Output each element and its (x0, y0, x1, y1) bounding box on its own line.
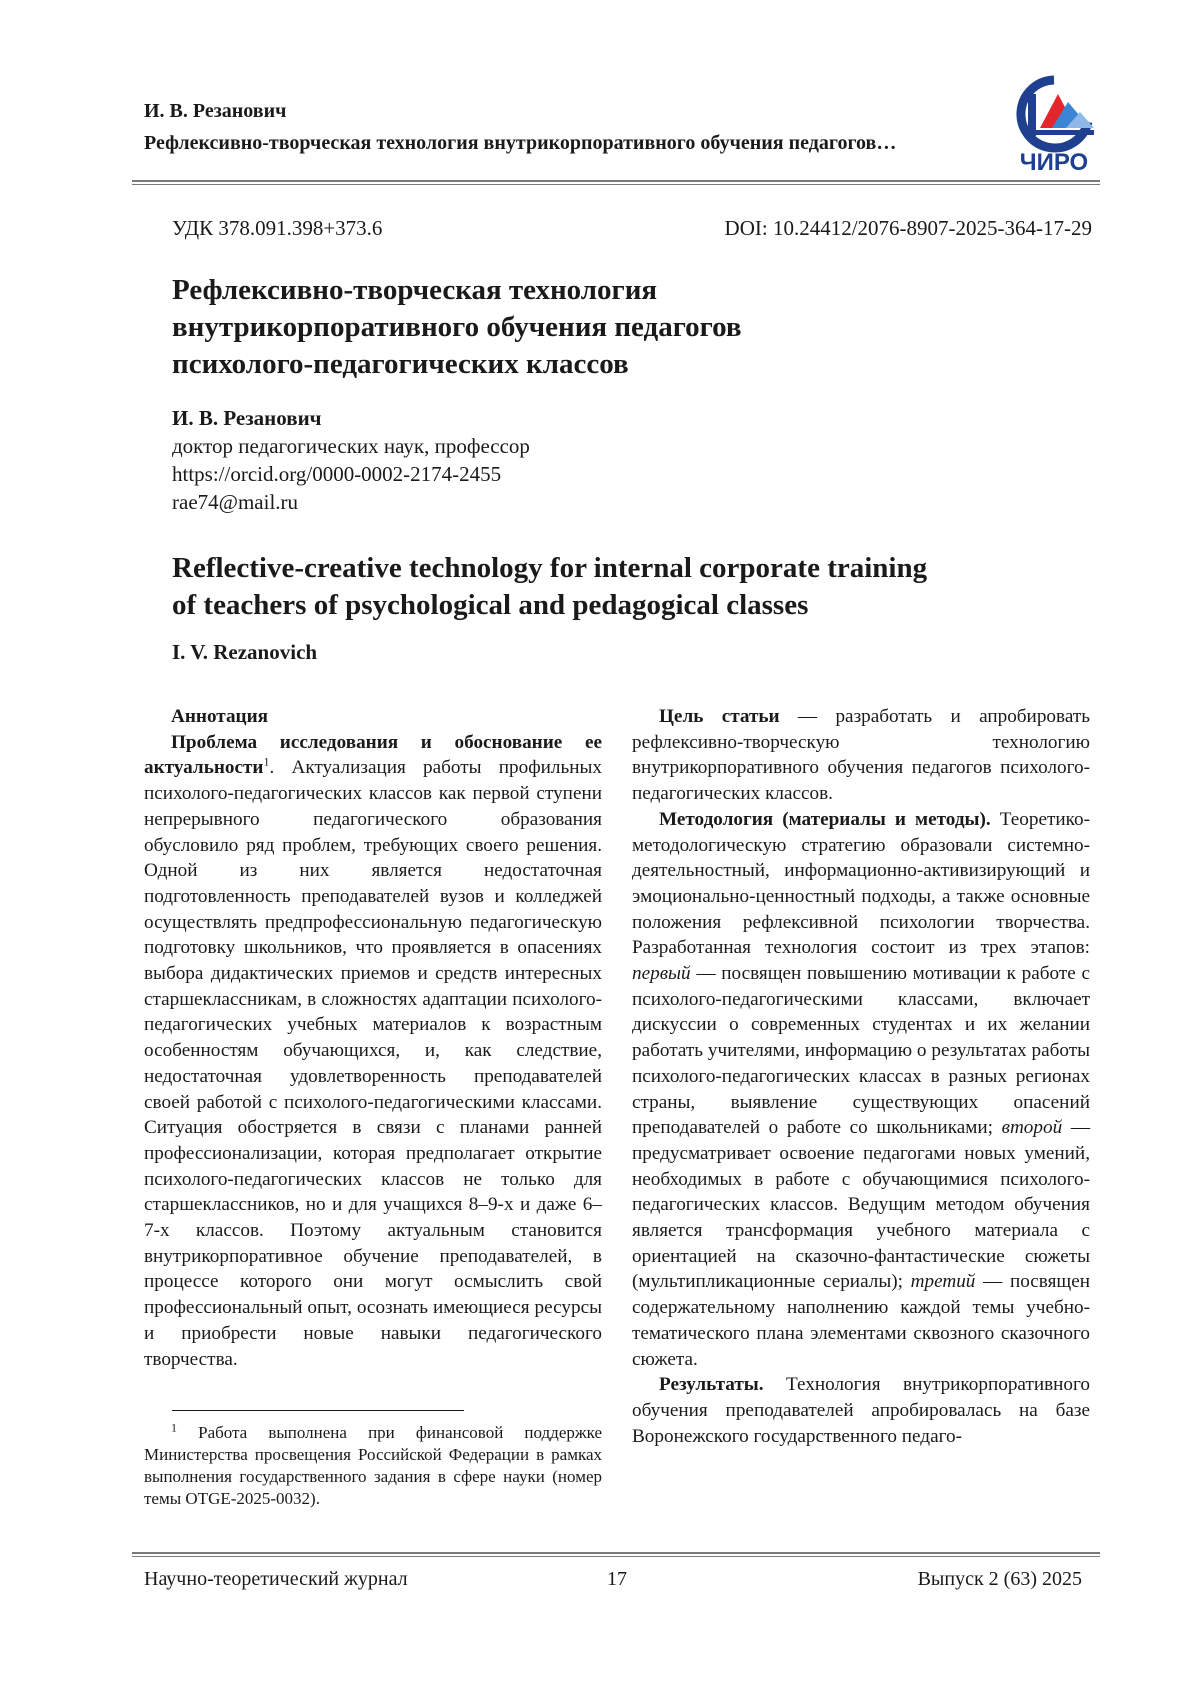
goal-text: — разработать и апробировать рефлексивно-творческую технологию внутрикорпоративного обучения педагогов психолого-педагогических классов. (632, 706, 1090, 804)
running-header-title: Рефлексивно-творческая технология внутрикорпоративного обучения педагогов… (144, 132, 896, 155)
stage-first: первый (632, 963, 691, 984)
footnote (144, 1422, 602, 1510)
title-ru-line: психолого-педагогических классов (172, 346, 742, 383)
method-text: — посвящен содержательному наполнению каждой темы учебно-тематического плана элементами сквозного сказочного сюжета. (632, 1271, 1090, 1369)
udk-code: УДК 378.091.398+373.6 (172, 216, 382, 241)
goal-label: Цель статьи (659, 706, 780, 727)
stage-third: третий (911, 1271, 976, 1292)
author-orcid[interactable]: https://orcid.org/0000-0002-2174-2455 (172, 460, 530, 488)
title-en-line: Reflective-creative technology for internal corporate training (172, 550, 927, 587)
footnote-ref[interactable]: 1 (263, 755, 269, 769)
footer-issue: Выпуск 2 (63) 2025 (918, 1568, 1082, 1591)
method-text: — посвящен повышению мотивации к работе с психолого-педагогическими классами, включает дискуссии о современных студентах и их желании работать учителями, информацию о результатах работы психолого-педагогических классах в разных регионах страны, выявление существующих опасений преподавателей о работе со школьниками; (632, 963, 1090, 1138)
header-rule (132, 180, 1100, 185)
footnote-mark: 1 (171, 1420, 177, 1434)
logo-text: ЧИРО (1020, 149, 1088, 176)
logo-bar-icon (1028, 94, 1036, 136)
method-paragraph (632, 807, 1090, 1372)
author-block (172, 404, 530, 516)
results-label: Результаты. (659, 1374, 764, 1395)
stage-second: второй (1002, 1117, 1063, 1138)
footer-rule (132, 1552, 1100, 1557)
problem-text: . Актуализация работы профильных психолого-педагогических классов как первой ступени непрерывного педагогического образования обусловило ряд проблем, требующих своего решения. Одной из них является недостаточная подготовленность преподавателей вузов и колледжей осуществлять предпрофессиональную педагогическую подготовку школьников, что проявляется в опасениях выбора дидактических приемов и средств интересных старшеклассникам, в сложностях адаптации психолого-педагогических учебных материалов к возрастным особенностям обучающихся, и, как следствие, недостаточная удовлетворенность преподавателей своей работой с психолого-педагогическими классами. Ситуация обостряется в связи с планами ранней профессионализации, которая предполагает открытие психолого-педагогических классов не только для старшеклассников, но и для учащихся 8–9-х и даже 6–7-х классов. Поэтому актуальным становится внутрикорпоративное обучение преподавателей, в процессе которого они могут осмыслить свой профессиональный опыт, осознать имеющиеся ресурсы и приобрести новые навыки педагогического творчества. (144, 757, 602, 1369)
abstract-left-column (144, 704, 602, 1372)
footer-journal: Научно-теоретический журнал (144, 1568, 408, 1591)
abstract-right-column (632, 704, 1090, 1449)
footnote-text: Работа выполнена при финансовой поддержке Министерства просвещения Российской Федерации в рамках выполнения государственного задания в сфере науки (номер темы OTGE-2025-0032). (144, 1423, 602, 1508)
method-label: Методология (материалы и методы). (659, 809, 991, 830)
problem-label: Проблема исследования и обоснование ее актуальности (144, 732, 602, 779)
page-number: 17 (607, 1568, 627, 1591)
article-title-en (172, 550, 927, 624)
author-degree: доктор педагогических наук, профессор (172, 432, 530, 460)
results-text: Технология внутрикорпоративного обучения преподавателей апробировалась на базе Воронежского государственного педаго- (632, 1374, 1090, 1446)
doi: DOI: 10.24412/2076-8907-2025-364-17-29 (725, 216, 1092, 241)
author-name-en: I. V. Rezanovich (172, 640, 317, 665)
method-text: Теоретико-методологическую стратегию образовали системно-деятельностный, информационно-активизирующий и эмоционально-ценностный подходы, а также основные положения рефлексивной психологии творчества. Разработанная технология состоит из трех этапов: (632, 809, 1090, 959)
title-en-line: of teachers of psychological and pedagogical classes (172, 587, 927, 624)
author-name: И. В. Резанович (172, 404, 530, 432)
goal-paragraph (632, 704, 1090, 807)
method-text: — предусматривает освоение педагогами новых умений, необходимых в работе с обучающимися психолого-педагогических классов. Ведущим методом обучения является трансформация учебного материала с ориентацией на сказочно-фантастические сюжеты (мультипликационные сериалы); (632, 1117, 1090, 1292)
footnote-divider (172, 1410, 464, 1411)
author-email[interactable]: rae74@mail.ru (172, 488, 530, 516)
title-ru-line: внутрикорпоративного обучения педагогов (172, 309, 742, 346)
results-paragraph (632, 1372, 1090, 1449)
problem-paragraph (144, 730, 602, 1373)
chiro-logo (1006, 72, 1102, 176)
abstract-heading: Аннотация (144, 704, 602, 730)
title-ru-line: Рефлексивно-творческая технология (172, 272, 742, 309)
article-title-ru (172, 272, 742, 383)
running-header-author: И. В. Резанович (144, 100, 286, 123)
